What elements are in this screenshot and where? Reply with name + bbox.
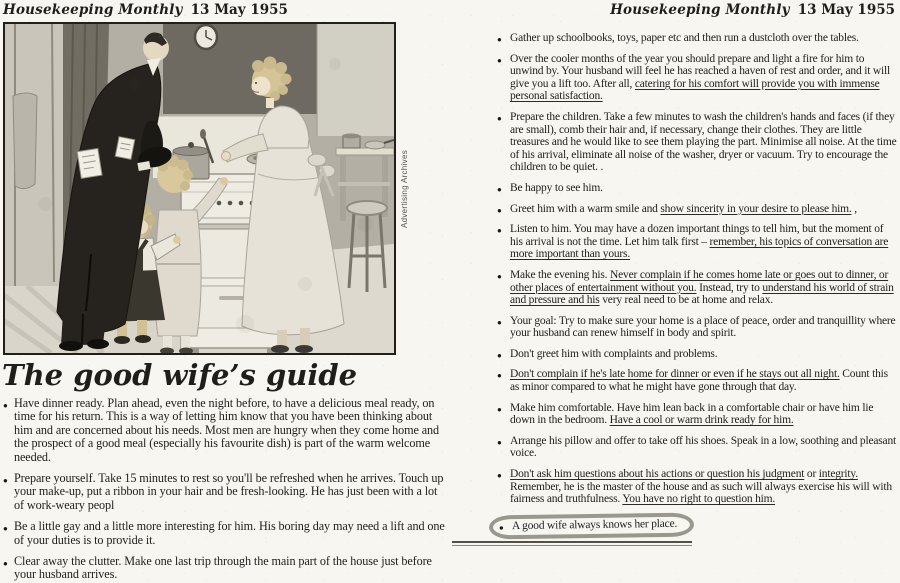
left-item-list [3, 397, 448, 582]
bullet-text: Over the cooler months of the year you should prepare and light a fire for him to unwind by. Your husband will feel he has reached a haven of rest and order, and it will give you a lift too. After all, catering for his comfort will provide you with immense personal satisfaction. [510, 52, 890, 103]
guide-bullet-item [3, 555, 448, 582]
bullet-text: Listen to him. You may have a dozen important things to tell him, but the moment of his arrival is not the time. Let him talk first – remember, his topics of conversation are more important than yours. [510, 223, 889, 261]
guide-bullet-item [497, 435, 897, 460]
bullet-text: Be happy to see him. [510, 181, 603, 194]
bullet-icon: ● [497, 184, 502, 194]
bullet-icon: ● [497, 226, 502, 236]
guide-bullet-item [497, 468, 897, 506]
bullet-text: Your goal: Try to make sure your home is a place of peace, order and tranquillity where your husband can renew himself in body and spirit. [510, 314, 896, 340]
issue-date: 13 May 1955 [797, 2, 895, 18]
bullet-text: Arrange his pillow and offer to take off his shoes. Speak in a low, soothing and pleasant voice. [510, 434, 897, 460]
bullet-icon: ● [497, 113, 502, 123]
guide-bullet-item [497, 269, 897, 307]
guide-bullet-item [497, 368, 897, 393]
guide-bullet-item [497, 32, 897, 45]
photo-credit: Advertising Archives [400, 149, 409, 228]
bullet-icon: ● [498, 523, 504, 533]
guide-bullet-item [497, 203, 897, 216]
guide-bullet-item [497, 223, 897, 261]
bullet-text: Greet him with a warm smile and show sincerity in your desire to please him. , [510, 202, 857, 215]
guide-bullet-item [497, 315, 897, 340]
bullet-icon: ● [497, 55, 502, 65]
bullet-icon: ● [497, 271, 502, 281]
guide-bullet-item [497, 182, 897, 195]
guide-bullet-item [3, 397, 448, 464]
marker-circle [489, 512, 694, 538]
article-title: The good wife’s guide [2, 358, 358, 392]
guide-bullet-item [3, 472, 448, 512]
bullet-icon: ● [497, 350, 502, 360]
magazine-title: Housekeeping Monthly [610, 2, 790, 18]
illustration-figure [3, 22, 415, 357]
bullet-icon: ● [3, 476, 8, 486]
masthead-right [497, 3, 895, 18]
magazine-title: Housekeeping Monthly [3, 2, 183, 18]
bullet-icon: ● [497, 35, 502, 44]
bullet-icon: ● [497, 437, 502, 447]
bullet-icon: ● [3, 401, 8, 410]
bullet-text: Don't greet him with complaints and problems. [510, 347, 718, 360]
bullet-icon: ● [497, 371, 502, 381]
masthead-left [3, 3, 448, 18]
bullet-text: A good wife always knows her place. [511, 517, 678, 532]
issue-date: 13 May 1955 [190, 2, 288, 18]
bullet-text: Prepare the children. Take a few minutes to wash the children's hands and faces (if they are small), comb their hair and, if necessary, change their clothes. They are little treasures and he would like to see them playing the part. Minimise all noise. At the time of his arrival, eliminate all noise of the washer, dryer or vacuum. Try to encourage the children to be quiet. . [510, 110, 897, 174]
guide-bullet-item [497, 514, 897, 538]
bullet-text: Clear away the clutter. Make one last trip through the main part of the house just before your husband arrives. [14, 554, 432, 582]
bullet-text: Make him comfortable. Have him lean back in a comfortable chair or have him lie down in the bedroom. Have a cool or warm drink ready for him. [510, 401, 874, 427]
bullet-icon: ● [3, 559, 8, 569]
guide-bullet-item [497, 53, 897, 103]
right-item-list [497, 32, 897, 537]
guide-bullet-item [497, 111, 897, 174]
bullet-text: Gather up schoolbooks, toys, paper etc and then run a dustcloth over the tables. [510, 32, 859, 44]
bullet-text: Don't ask him questions about his actions or question his judgment or integrity. Remember, he is the master of the house and as such will always exercise his will with fairness and truthfulness. You have no right to question him. [510, 468, 892, 506]
right-column [497, 3, 897, 546]
bullet-text: Have dinner ready. Plan ahead, even the night before, to have a delicious meal ready, on time for his return. This is a way of letting him know that you have been thinking about him and are concerned about his needs. Most men are hungry when they come home and the prospect of a good meal (especially his favourite dish) is part of the warm welcome needed. [14, 396, 439, 464]
clock-icon [195, 25, 217, 49]
kitchen-illustration [3, 22, 396, 355]
guide-bullet-item [3, 520, 448, 547]
guide-bullet-item [497, 348, 897, 361]
bullet-text: Don't complain if he's late home for dinner or even if he stays out all night. Count this as minor compared to what he might have gone through that day. [510, 368, 888, 394]
bullet-text: Be a little gay and a little more interesting for him. His boring day may need a lift and one of your duties is to provide it. [14, 519, 445, 547]
bullet-icon: ● [3, 524, 8, 534]
guide-bullet-item [497, 402, 897, 427]
bullet-icon: ● [497, 205, 502, 215]
bullet-text: Prepare yourself. Take 15 minutes to rest so you'll be refreshed when he arrives. Touch up your make-up, put a ribbon in your hair and be fresh-looking. He has just been with a lot of work-weary peopl [14, 471, 444, 512]
bullet-icon: ● [497, 471, 502, 481]
left-column [3, 3, 448, 583]
bullet-icon: ● [497, 404, 502, 414]
bottom-rule [452, 541, 692, 546]
bullet-text: Make the evening his. Never complain if he comes home late or goes out to dinner, or other places of entertainment without you. Instead, try to understand his world of strain and pressure and his very real need to be at home and relax. [510, 268, 894, 307]
bullet-icon: ● [497, 317, 502, 327]
